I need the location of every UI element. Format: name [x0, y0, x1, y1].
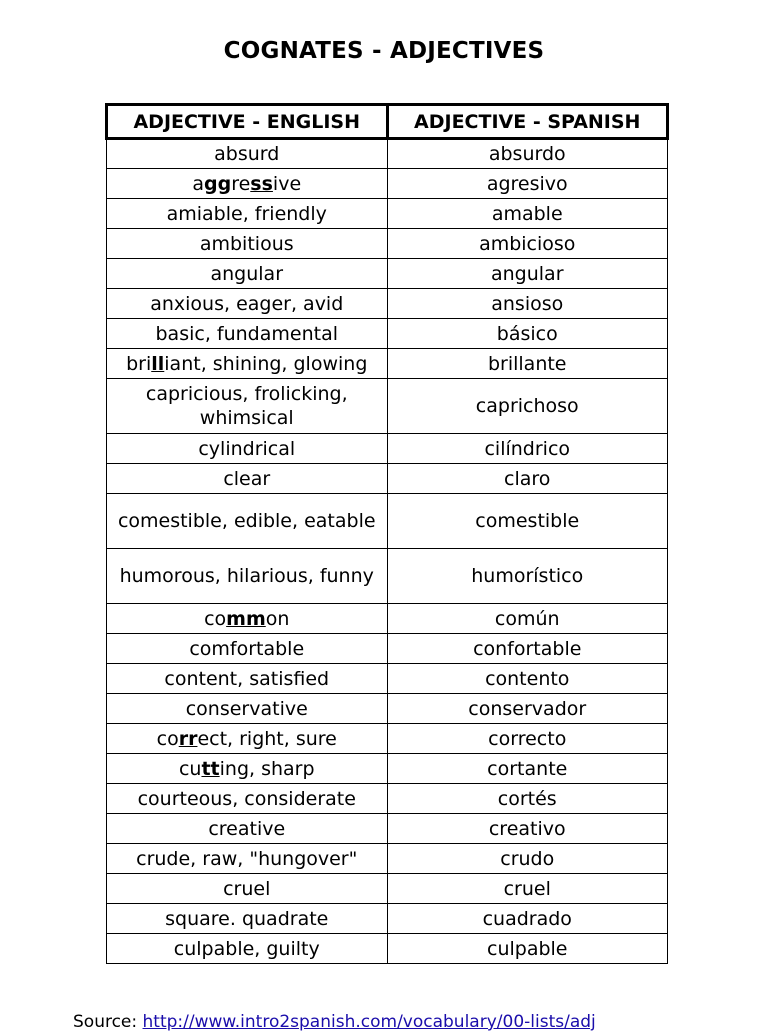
- spanish-cell: culpable: [387, 934, 668, 964]
- word-segment: crude, raw, "hungover": [136, 847, 358, 870]
- spanish-cell: correcto: [387, 724, 668, 754]
- english-cell: [107, 139, 388, 169]
- spanish-cell: ansioso: [387, 289, 668, 319]
- spanish-cell: angular: [387, 259, 668, 289]
- spanish-cell: básico: [387, 319, 668, 349]
- table-header-row: [107, 105, 668, 139]
- spanish-cell: amable: [387, 199, 668, 229]
- spanish-cell: claro: [387, 464, 668, 494]
- spanish-cell: cruel: [387, 874, 668, 904]
- word-segment: conservative: [185, 697, 308, 720]
- double-letter: mm: [226, 607, 266, 630]
- table-row: [107, 289, 668, 319]
- english-cell: [107, 494, 388, 549]
- word-segment: basic, fundamental: [155, 322, 338, 345]
- table-body: [107, 139, 668, 964]
- spanish-cell: humorístico: [387, 549, 668, 604]
- table-row: [107, 724, 668, 754]
- english-cell: [107, 874, 388, 904]
- table-row: [107, 494, 668, 549]
- english-cell: [107, 229, 388, 259]
- word-segment: creative: [208, 817, 286, 840]
- spanish-cell: absurdo: [387, 139, 668, 169]
- spanish-cell: confortable: [387, 634, 668, 664]
- table-row: [107, 604, 668, 634]
- spanish-cell: común: [387, 604, 668, 634]
- header-english: ADJECTIVE - ENGLISH: [107, 105, 388, 139]
- word-segment: comfortable: [189, 637, 305, 660]
- spanish-cell: creativo: [387, 814, 668, 844]
- double-letter: ll: [151, 352, 165, 375]
- spanish-cell: ambicioso: [387, 229, 668, 259]
- table-row: [107, 379, 668, 434]
- cognates-table: [105, 103, 669, 964]
- english-cell: [107, 604, 388, 634]
- english-cell: [107, 259, 388, 289]
- source-link[interactable]: http://www.intro2spanish.com/vocabulary/00-lists/adj: [142, 1012, 596, 1032]
- word-segment: content, satisfied: [164, 667, 330, 690]
- english-cell: [107, 784, 388, 814]
- english-cell: [107, 349, 388, 379]
- english-cell: [107, 634, 388, 664]
- table-row: [107, 904, 668, 934]
- word-segment: ing, sharp: [219, 757, 315, 780]
- word-segment: ive: [272, 172, 302, 195]
- word-segment: cu: [178, 757, 202, 780]
- word-segment: culpable, guilty: [173, 937, 320, 960]
- english-cell: [107, 434, 388, 464]
- word-segment: cruel: [223, 877, 271, 900]
- table-row: [107, 754, 668, 784]
- word-segment: re: [231, 172, 251, 195]
- word-segment: capricious, frolicking, whimsical: [145, 383, 348, 429]
- english-cell: [107, 844, 388, 874]
- english-cell: [107, 664, 388, 694]
- table-row: [107, 434, 668, 464]
- word-segment: iant, shining, glowing: [164, 352, 368, 375]
- spanish-cell: caprichoso: [387, 379, 668, 434]
- english-cell: [107, 694, 388, 724]
- table-row: [107, 874, 668, 904]
- double-letter: gg: [204, 172, 232, 195]
- table-row: [107, 694, 668, 724]
- double-letter: ss: [250, 172, 273, 195]
- spanish-cell: comestible: [387, 494, 668, 549]
- english-cell: [107, 379, 388, 434]
- word-segment: on: [265, 607, 290, 630]
- table-row: [107, 199, 668, 229]
- table-row: [107, 784, 668, 814]
- spanish-cell: agresivo: [387, 169, 668, 199]
- table-row: [107, 814, 668, 844]
- source-label: Source:: [73, 1012, 143, 1032]
- word-segment: square. quadrate: [165, 907, 329, 930]
- english-cell: [107, 464, 388, 494]
- english-cell: [107, 289, 388, 319]
- word-segment: ambitious: [199, 232, 294, 255]
- double-letter: tt: [201, 757, 220, 780]
- source-line: [73, 1012, 596, 1032]
- spanish-cell: cuadrado: [387, 904, 668, 934]
- table-row: [107, 844, 668, 874]
- table-row: [107, 259, 668, 289]
- word-segment: clear: [223, 467, 271, 490]
- table-row: [107, 934, 668, 964]
- spanish-cell: brillante: [387, 349, 668, 379]
- word-segment: humorous, hilarious, funny: [119, 565, 374, 587]
- table-row: [107, 464, 668, 494]
- table-row: [107, 229, 668, 259]
- word-segment: absurd: [214, 143, 280, 165]
- word-segment: comestible, edible, eatable: [117, 510, 376, 532]
- double-letter: rr: [178, 727, 198, 750]
- page-title: COGNATES - ADJECTIVES: [223, 38, 545, 64]
- table-row: [107, 349, 668, 379]
- table-row: [107, 549, 668, 604]
- spanish-cell: contento: [387, 664, 668, 694]
- spanish-cell: cortés: [387, 784, 668, 814]
- word-segment: amiable, friendly: [166, 202, 327, 225]
- table-row: [107, 664, 668, 694]
- table-row: [107, 319, 668, 349]
- english-cell: [107, 724, 388, 754]
- english-cell: [107, 319, 388, 349]
- spanish-cell: conservador: [387, 694, 668, 724]
- english-cell: [107, 549, 388, 604]
- english-cell: [107, 934, 388, 964]
- english-cell: [107, 814, 388, 844]
- word-segment: courteous, considerate: [137, 787, 356, 810]
- english-cell: [107, 199, 388, 229]
- spanish-cell: cortante: [387, 754, 668, 784]
- word-segment: co: [156, 727, 179, 750]
- english-cell: [107, 169, 388, 199]
- word-segment: bri: [126, 352, 152, 375]
- english-cell: [107, 754, 388, 784]
- word-segment: anxious, eager, avid: [150, 292, 344, 315]
- word-segment: cylindrical: [198, 437, 296, 460]
- word-segment: a: [192, 172, 204, 195]
- table-row: [107, 634, 668, 664]
- spanish-cell: cilíndrico: [387, 434, 668, 464]
- word-segment: co: [204, 607, 227, 630]
- table-row: [107, 169, 668, 199]
- header-spanish: ADJECTIVE - SPANISH: [387, 105, 668, 139]
- spanish-cell: crudo: [387, 844, 668, 874]
- word-segment: ect, right, sure: [197, 727, 337, 750]
- table-row: [107, 139, 668, 169]
- english-cell: [107, 904, 388, 934]
- word-segment: angular: [210, 262, 284, 285]
